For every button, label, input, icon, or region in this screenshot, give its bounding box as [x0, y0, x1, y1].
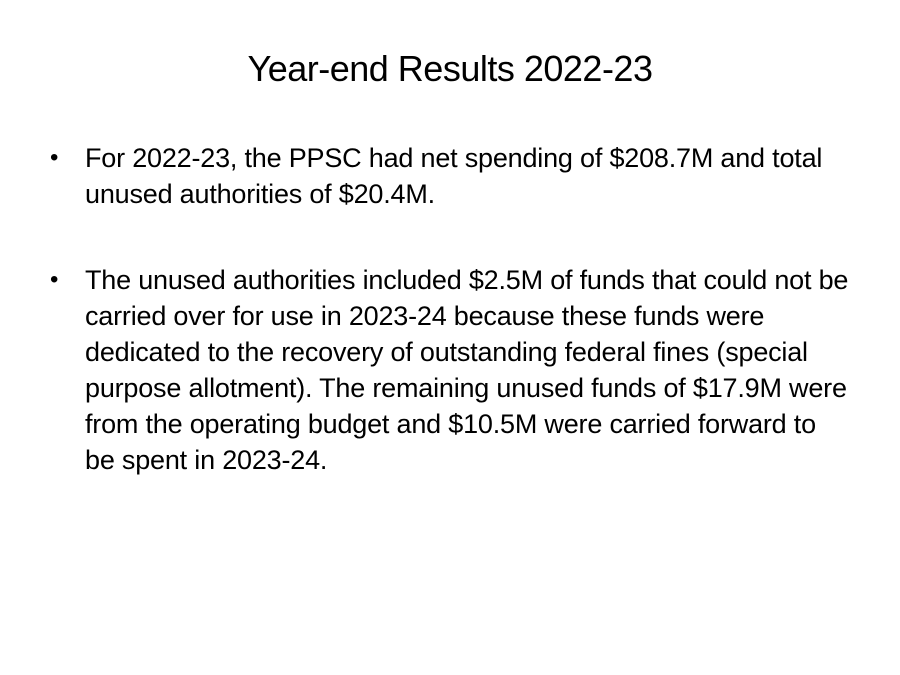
bullet-list: [50, 140, 850, 478]
page-title: Year-end Results 2022-23: [247, 48, 653, 89]
bullet-item: [50, 140, 850, 212]
bullet-text: For 2022-23, the PPSC had net spending of $208.7M and total unused authorities of $20.4M.: [85, 143, 823, 209]
bullet-marker: •: [50, 266, 59, 293]
bullet-text: The unused authorities included $2.5M of funds that could not be carried over for use in 2023-24 because these funds were dedicated to the recovery of outstanding federal fines (special purpose allotment). The remaining unused funds of $17.9M were from the operating budget and $10.5M were carried forward to be spent in 2023-24.: [85, 265, 849, 475]
bullet-marker: •: [50, 144, 59, 171]
bullet-item: [50, 262, 850, 478]
